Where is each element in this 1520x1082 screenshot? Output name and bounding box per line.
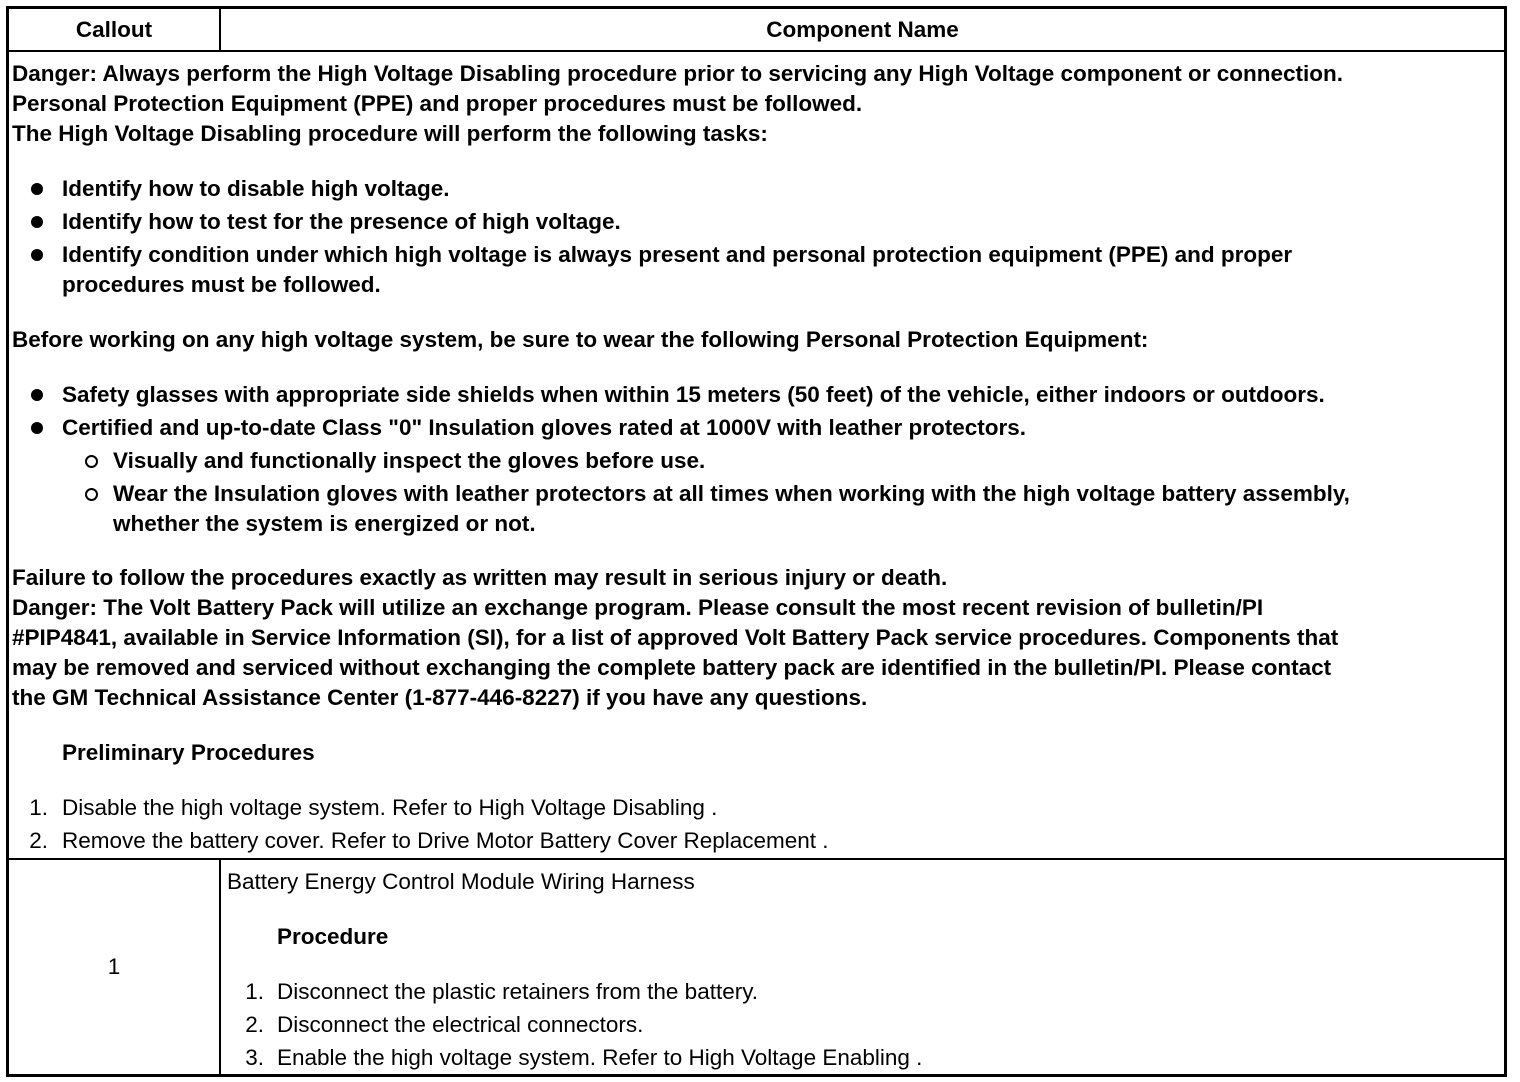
ppe-item-1: Safety glasses with appropriate side shields when within 15 meters (50 feet) of the vehicle, either indoors or outdoors.	[62, 382, 1325, 407]
step-number: 2.	[29, 828, 48, 853]
component-row	[9, 860, 1504, 1074]
step-number: 2.	[245, 1012, 264, 1037]
danger-line-3: The High Voltage Disabling procedure will perform the following tasks:	[12, 121, 768, 146]
glove-subitem-2-line-2: whether the system is energized or not.	[113, 511, 536, 536]
preliminary-step-1: Disable the high voltage system. Refer to High Voltage Disabling .	[62, 795, 718, 820]
step-number: 3.	[245, 1045, 264, 1070]
warning-line-3: #PIP4841, available in Service Information (SI), for a list of approved Volt Battery Pack service procedures. Components that	[12, 625, 1339, 650]
ppe-intro-text: Before working on any high voltage system, be sure to wear the following Personal Protection Equipment:	[12, 327, 1149, 352]
task-item-1: Identify how to disable high voltage.	[62, 176, 450, 201]
danger-line-2: Personal Protection Equipment (PPE) and proper procedures must be followed.	[12, 91, 863, 116]
table-header-row	[9, 9, 1504, 52]
callout-number: 1	[9, 860, 221, 1074]
bullet-icon	[31, 183, 43, 195]
preliminary-heading: Preliminary Procedures	[62, 740, 315, 765]
procedure-step-2: Disconnect the electrical connectors.	[277, 1012, 644, 1037]
glove-subitem-2-line-1: Wear the Insulation gloves with leather protectors at all times when working with the high voltage battery assembly,	[113, 481, 1350, 506]
warning-line-5: the GM Technical Assistance Center (1-877-446-8227) if you have any questions.	[12, 685, 868, 710]
procedure-step-3: Enable the high voltage system. Refer to High Voltage Enabling .	[277, 1045, 923, 1070]
callout-column-header: Callout	[9, 9, 221, 50]
warning-line-1: Failure to follow the procedures exactly as written may result in serious injury or death.	[12, 565, 948, 590]
step-number: 1.	[245, 979, 264, 1004]
component-cell	[221, 860, 1504, 1074]
danger-line-1: Danger: Always perform the High Voltage Disabling procedure prior to servicing any High Voltage component or connection.	[12, 61, 1344, 86]
bullet-icon	[31, 389, 43, 401]
bullet-icon	[31, 216, 43, 228]
bullet-icon	[31, 249, 43, 261]
circle-bullet-icon	[85, 455, 98, 468]
circle-bullet-icon	[85, 488, 98, 501]
preliminary-step-2: Remove the battery cover. Refer to Drive Motor Battery Cover Replacement .	[62, 828, 829, 853]
warning-line-4: may be removed and serviced without exchanging the complete battery pack are identified in the bulletin/PI. Please contact	[12, 655, 1332, 680]
procedure-heading: Procedure	[277, 924, 389, 949]
task-item-2: Identify how to test for the presence of high voltage.	[62, 209, 621, 234]
service-procedure-table	[6, 6, 1507, 1077]
bullet-icon	[31, 422, 43, 434]
ppe-item-2: Certified and up-to-date Class "0" Insulation gloves rated at 1000V with leather protectors.	[62, 415, 1027, 440]
task-item-3-line-2: procedures must be followed.	[62, 272, 381, 297]
safety-intro-cell	[9, 52, 1504, 860]
step-number: 1.	[29, 795, 48, 820]
component-name-column-header: Component Name	[766, 17, 959, 42]
component-name: Battery Energy Control Module Wiring Harness	[227, 869, 695, 894]
procedure-step-1: Disconnect the plastic retainers from the battery.	[277, 979, 759, 1004]
task-item-3-line-1: Identify condition under which high voltage is always present and personal protection equipment (PPE) and proper	[62, 242, 1293, 267]
glove-subitem-1: Visually and functionally inspect the gloves before use.	[113, 448, 706, 473]
warning-line-2: Danger: The Volt Battery Pack will utilize an exchange program. Please consult the most recent revision of bulletin/PI	[12, 595, 1264, 620]
